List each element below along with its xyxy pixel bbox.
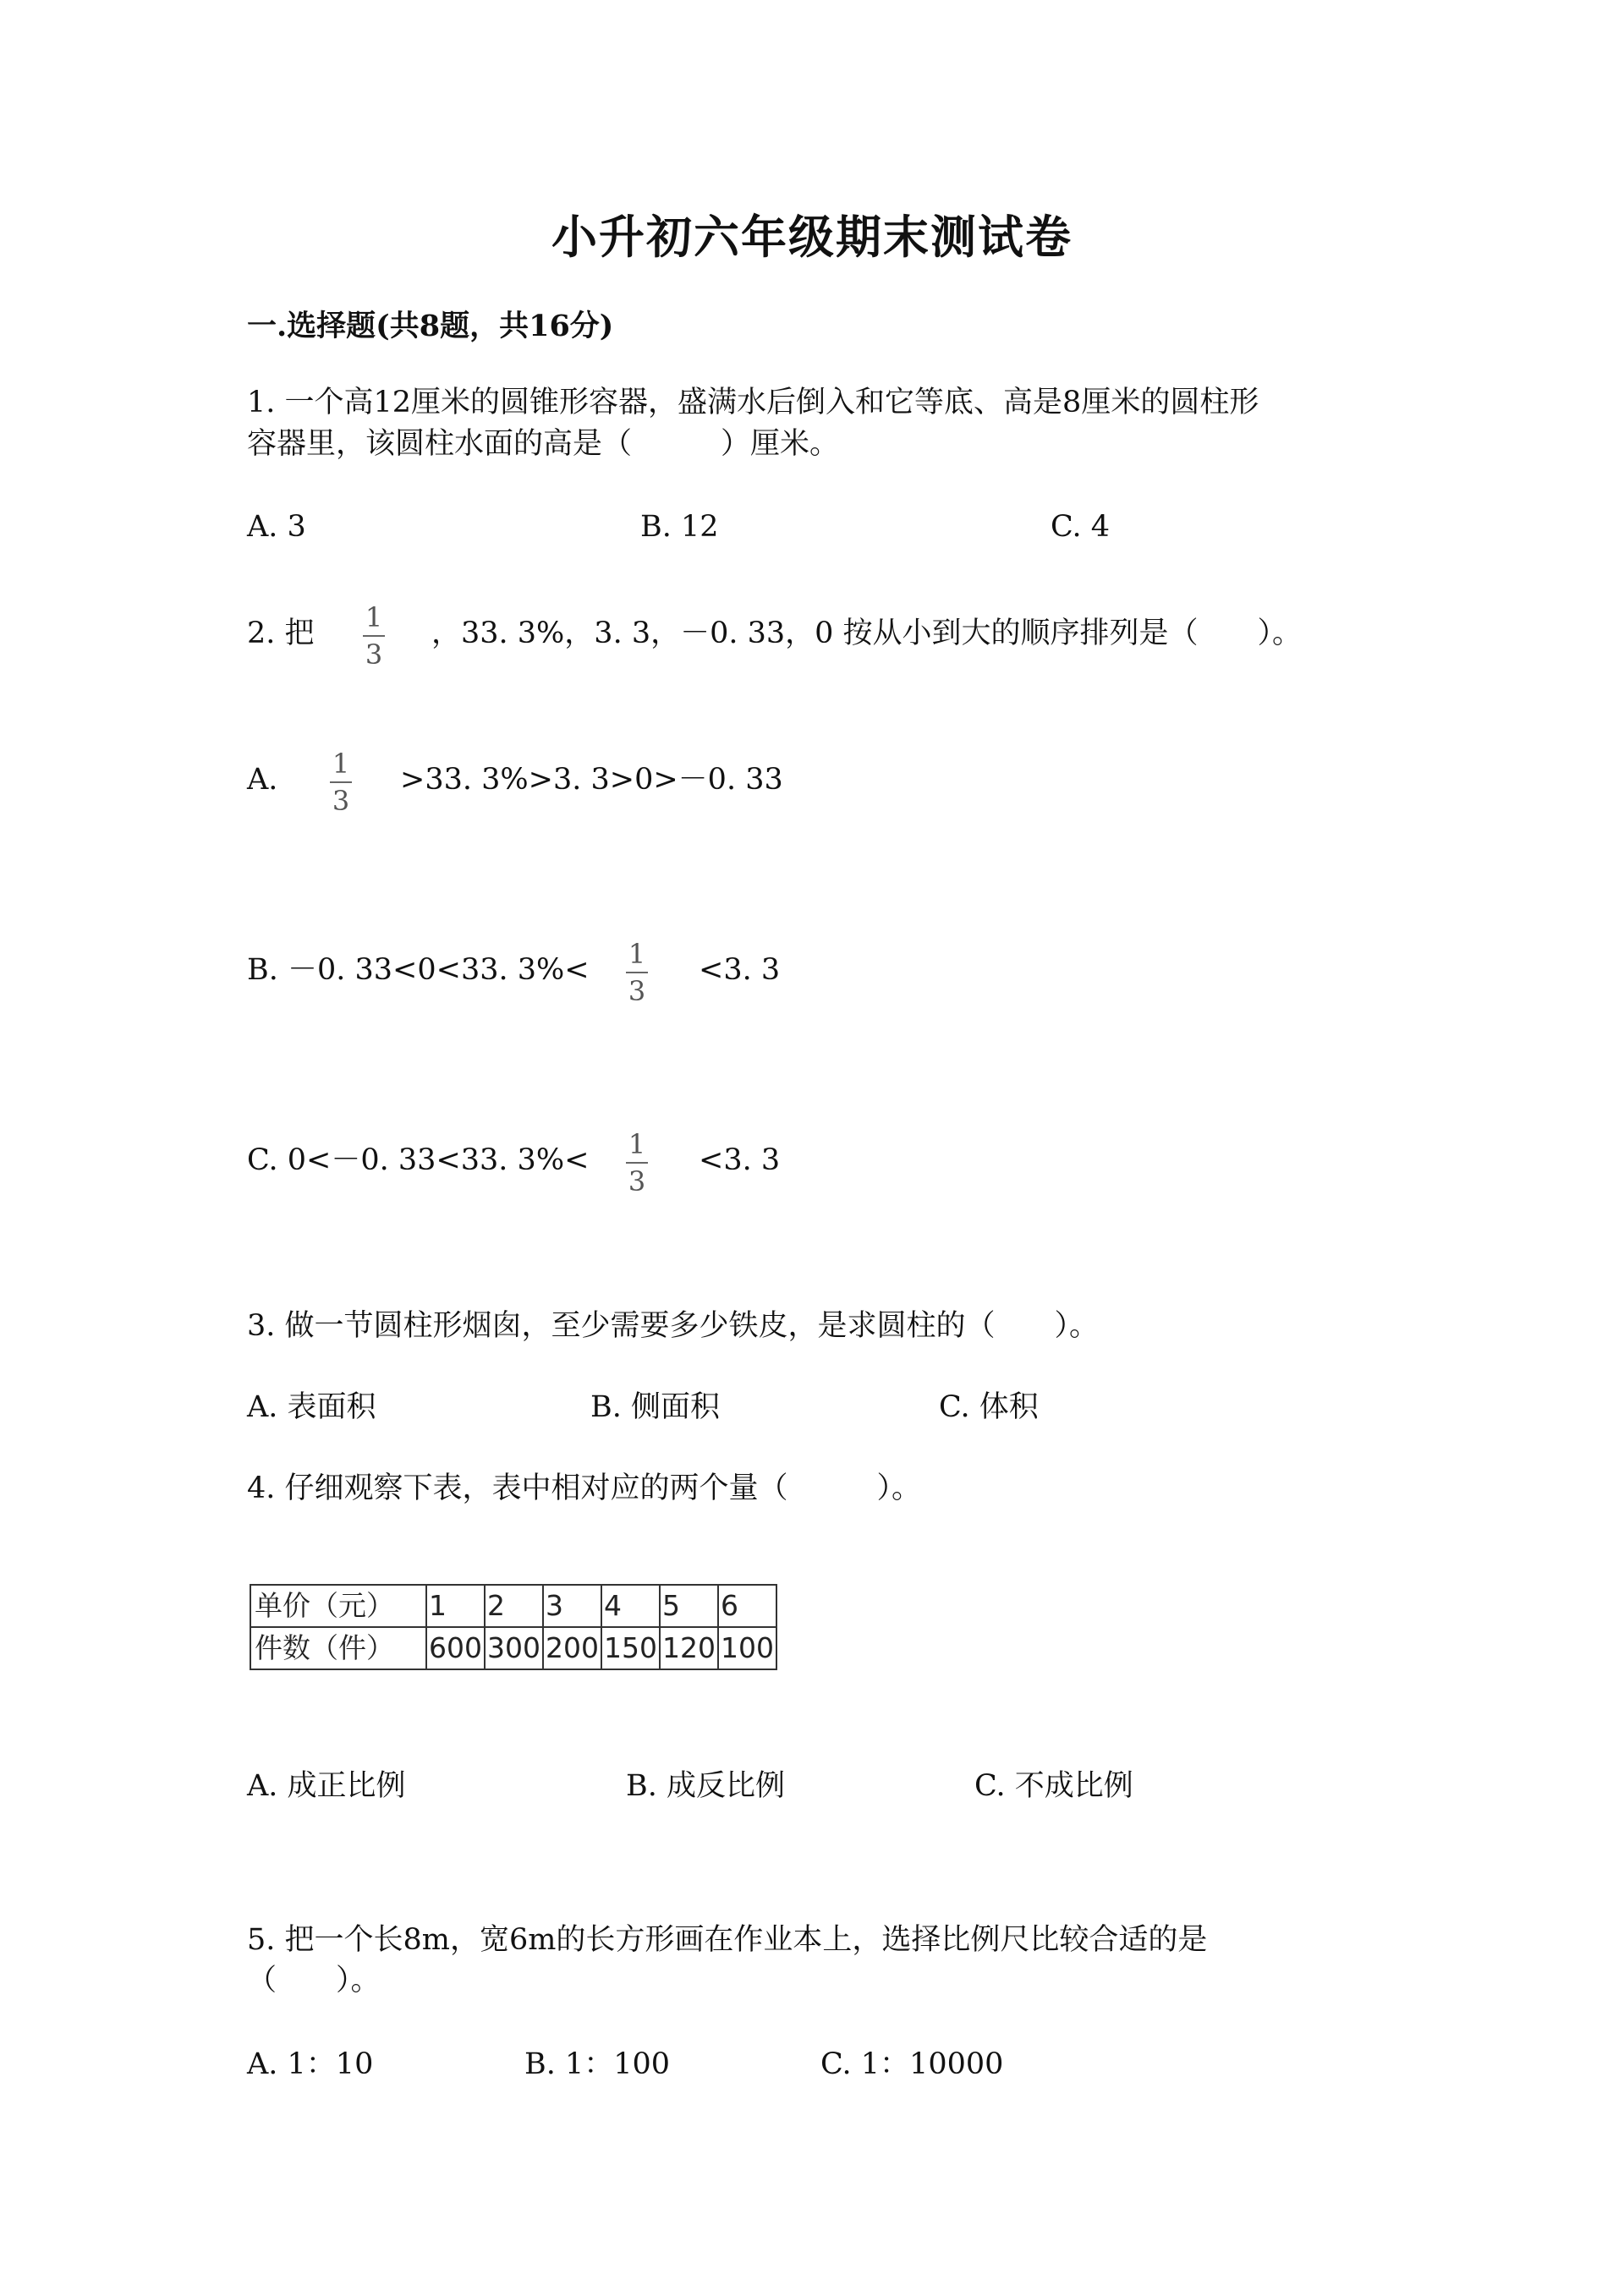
q1-option-c: C. 4 xyxy=(1051,510,1111,544)
q1-option-a: A. 3 xyxy=(247,510,306,544)
table-cell: 120 xyxy=(660,1627,718,1669)
table-cell: 600 xyxy=(426,1627,485,1669)
fraction-bar xyxy=(330,781,352,783)
table-row-quantity xyxy=(250,1627,776,1669)
table-cell: 100 xyxy=(718,1627,776,1669)
fraction-denominator: 3 xyxy=(628,975,646,1007)
fraction-numerator: 1 xyxy=(332,748,350,780)
q4-option-a: A. 成正比例 xyxy=(247,1769,406,1803)
table-row-price xyxy=(250,1585,776,1627)
q2-option-c-right: <3. 3 xyxy=(699,1143,781,1177)
q1-text-line1: 1. 一个高12厘米的圆锥形容器，盛满水后倒入和它等底、高是8厘米的圆柱形 xyxy=(247,386,1259,419)
table-cell: 2 xyxy=(485,1585,543,1627)
table-cell: 5 xyxy=(660,1585,718,1627)
price-quantity-table xyxy=(250,1584,777,1670)
q3-option-b: B. 侧面积 xyxy=(590,1390,720,1424)
q5-text-line1: 5. 把一个长8m，宽6m的长方形画在作业本上，选择比例尺比较合适的是 xyxy=(247,1923,1208,1957)
fraction-denominator: 3 xyxy=(628,1165,646,1197)
q4-option-b: B. 成反比例 xyxy=(626,1769,785,1803)
q5-text-line2: （ ）。 xyxy=(247,1964,381,1997)
table-cell: 300 xyxy=(485,1627,543,1669)
q2-option-a-text: >33. 3%>3. 3>0>－0. 33 xyxy=(400,763,783,797)
table-cell: 6 xyxy=(718,1585,776,1627)
q2-text-suffix: ，33. 3%，3. 3，－0. 33，0 按从小到大的顺序排列是（ ）。 xyxy=(431,616,1303,650)
q2-option-a-label: A. xyxy=(247,763,278,797)
q2-option-c-left: C. 0<－0. 33<33. 3%< xyxy=(247,1143,590,1177)
q3-option-c: C. 体积 xyxy=(939,1390,1039,1424)
table-header-quantity: 件数（件） xyxy=(250,1627,426,1669)
q4-option-c: C. 不成比例 xyxy=(974,1769,1133,1803)
table-cell: 200 xyxy=(543,1627,601,1669)
fraction-bar xyxy=(363,635,385,637)
q2-option-b-left: B. －0. 33<0<33. 3%< xyxy=(247,953,590,987)
table-cell: 3 xyxy=(543,1585,601,1627)
q5-option-b: B. 1：100 xyxy=(524,2047,671,2081)
table-cell: 150 xyxy=(601,1627,660,1669)
q3-option-a: A. 表面积 xyxy=(247,1390,376,1424)
q1-option-b: B. 12 xyxy=(640,510,719,544)
fraction-denominator: 3 xyxy=(332,785,350,817)
fraction-bar xyxy=(626,972,648,973)
table-header-price: 单价（元） xyxy=(250,1585,426,1627)
page-title: 小升初六年级期末测试卷 xyxy=(551,210,1073,264)
q5-option-c: C. 1：10000 xyxy=(820,2047,1004,2081)
q2-option-c-fraction xyxy=(622,1129,652,1197)
q5-option-a: A. 1：10 xyxy=(247,2047,374,2081)
fraction-numerator: 1 xyxy=(628,938,646,970)
table-cell: 1 xyxy=(426,1585,485,1627)
q3-text: 3. 做一节圆柱形烟囱，至少需要多少铁皮，是求圆柱的（ ）。 xyxy=(247,1309,1100,1343)
fraction-denominator: 3 xyxy=(365,638,383,671)
section-heading: 一.选择题(共8题，共16分) xyxy=(247,309,614,343)
fraction-numerator: 1 xyxy=(365,601,383,633)
q2-text-prefix: 2. 把 xyxy=(247,616,315,650)
table-cell: 4 xyxy=(601,1585,660,1627)
fraction-numerator: 1 xyxy=(628,1128,646,1160)
q4-text: 4. 仔细观察下表，表中相对应的两个量（ ）。 xyxy=(247,1471,922,1505)
q2-option-b-fraction xyxy=(622,939,652,1006)
q2-option-b-right: <3. 3 xyxy=(699,953,781,987)
q2-fraction xyxy=(359,602,389,670)
q1-text-line2: 容器里，该圆柱水面的高是（ ）厘米。 xyxy=(247,427,840,461)
fraction-bar xyxy=(626,1162,648,1164)
q2-option-a-fraction xyxy=(326,748,356,816)
